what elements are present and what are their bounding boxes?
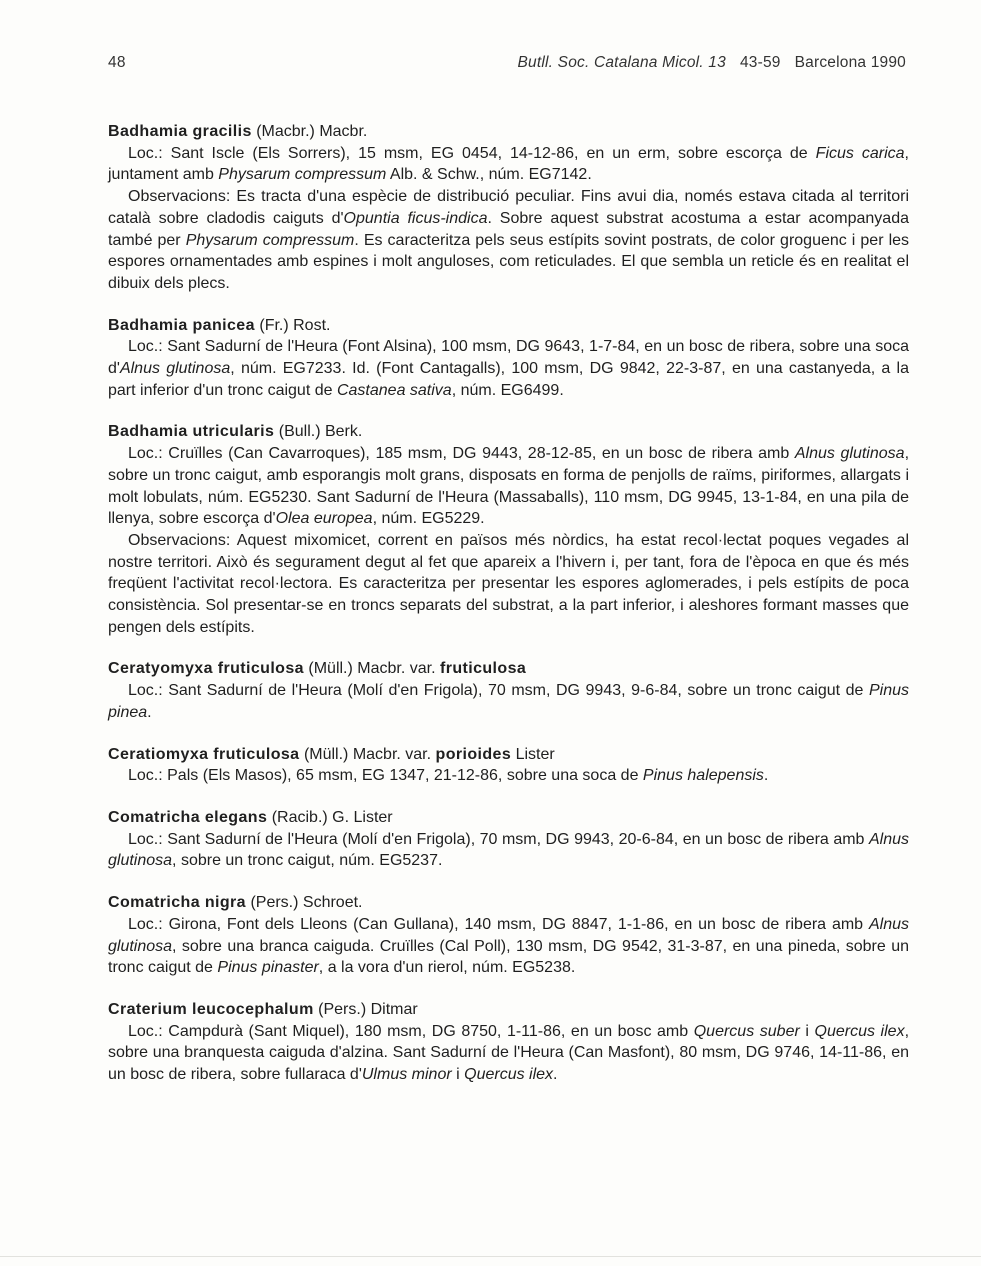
- taxon-heading: [108, 744, 909, 766]
- text-run: Observacions: Aquest mixomicet, corrent en països més nòrdics, ha estat recol·lectat poques vegades al nostre territori. Això és segurament degut al fet que apareix a l'hivern i, per tant, fora de l'època en que és més freqüent l'activitat recol·lectora. Es caracteritza per presentar les espores aglomerades, i pels estípits de poca consistència. Sol presentar-se en troncs separats del substrat, a la part inferior, i aleshores formant masses que pengen dels estípits.: [108, 531, 909, 636]
- species-name-italic: Pinus pinea: [108, 682, 909, 721]
- locality-paragraph: [108, 680, 909, 723]
- text-run: Loc.: Sant Sadurní de l'Heura (Molí d'en Frigola), 70 msm, DG 9943, 20-6-84, en un bosc de ribera amb: [128, 830, 869, 848]
- taxon-heading: [108, 315, 909, 337]
- variety-name: fruticulosa: [439, 660, 527, 678]
- species-name-italic: Ulmus minor: [361, 1066, 452, 1084]
- species-name-italic: Physarum compressum: [218, 166, 387, 184]
- taxon-authority: (Pers.) Ditmar: [318, 1000, 418, 1018]
- taxon-heading: [108, 658, 909, 680]
- running-header: [108, 54, 906, 72]
- taxon-heading: [108, 999, 909, 1021]
- taxon-name: Ceratyomyxa fruticulosa: [108, 660, 304, 678]
- species-name-italic: Alnus glutinosa: [119, 360, 231, 378]
- taxon-heading: [108, 421, 909, 443]
- species-entry: [108, 658, 909, 723]
- article-body: [108, 121, 909, 1086]
- text-run: Observacions: Es tracta d'una espècie de distribució peculiar. Fins avui dia, només estava citada al territori català sobre cladodis caiguts d': [108, 188, 909, 227]
- place-year: Barcelona 1990: [794, 54, 906, 71]
- text-run: , sobre una branca caiguda. Cruïlles (Cal Poll), 130 msm, DG 9542, 31-3-87, en una pineda, sobre un tronc caigut de: [108, 937, 909, 977]
- species-name-italic: Pinus halepensis: [642, 767, 764, 785]
- species-entry: [108, 807, 909, 872]
- text-run: Loc.: Cruïlles (Can Cavarroques), 185 msm, DG 9443, 28-12-85, en un bosc de ribera amb: [128, 445, 795, 463]
- text-run: Loc.: Sant Iscle (Els Sorrers), 15 msm, EG 0454, 14-12-86, en un erm, sobre escorça de: [128, 144, 816, 162]
- locality-paragraph: [108, 765, 909, 787]
- species-name-italic: Pinus pinaster: [217, 959, 319, 977]
- text-run: i: [451, 1066, 465, 1084]
- text-run: , sobre un tronc caigut, amb esporangis molt grans, disposats en forma de penjolls de raïms, piriformes, allargats i molt lobulats, núm. EG5230. Sant Sadurní de l'Heura (Massaballs), 110 msm, DG 9945, 13-1-84, en una pila de llenya, sobre escorça d': [108, 445, 910, 528]
- species-entry: [108, 999, 909, 1086]
- observations-paragraph: [108, 530, 909, 639]
- species-name-italic: Castanea sativa: [336, 381, 452, 399]
- text-run: .: [763, 767, 769, 785]
- text-run: , núm. EG7233. Id. (Font Cantagalls), 100 msm, DG 9842, 22-3-87, en una castanyeda, a la part inferior d'un tronc caigut de: [108, 360, 910, 399]
- page-bottom-edge: [0, 1256, 981, 1257]
- page-range: 43-59: [739, 54, 781, 71]
- text-run: Alb. & Schw., núm. EG7142.: [386, 166, 592, 184]
- species-name-italic: Alnus glutinosa: [794, 445, 905, 463]
- species-entry: [108, 892, 909, 979]
- species-name-italic: Alnus glutinosa: [108, 830, 909, 870]
- variety-authority: Lister: [515, 745, 555, 763]
- taxon-name: Comatricha nigra: [108, 894, 246, 912]
- species-entry: [108, 121, 909, 295]
- taxon-name: Badhamia gracilis: [108, 123, 252, 140]
- taxon-authority: (Fr.) Rost.: [259, 316, 331, 334]
- text-run: i: [799, 1022, 815, 1040]
- observations-paragraph: [108, 186, 909, 295]
- taxon-name: Ceratiomyxa fruticulosa: [108, 745, 300, 763]
- text-run: .: [553, 1066, 558, 1084]
- taxon-authority: (Racib.) G. Lister: [271, 808, 393, 826]
- journal-citation: [517, 54, 906, 72]
- species-entry: [108, 315, 909, 402]
- species-name-italic: Alnus glutinosa: [108, 915, 909, 955]
- locality-paragraph: [108, 443, 909, 530]
- text-run: .: [147, 703, 152, 721]
- page-number: 48: [108, 54, 126, 71]
- journal-name: Butll. Soc. Catalana Micol. 13: [517, 54, 726, 71]
- text-run: , juntament amb: [108, 144, 909, 184]
- locality-paragraph: [108, 336, 909, 401]
- species-name-italic: Ficus carica: [815, 144, 905, 162]
- taxon-authority: (Bull.) Berk.: [278, 423, 363, 441]
- taxon-name: Badhamia utricularis: [108, 423, 275, 441]
- taxon-name: Craterium leucocephalum: [108, 1000, 314, 1018]
- text-run: Loc.: Campdurà (Sant Miquel), 180 msm, DG 8750, 1-11-86, en un bosc amb: [128, 1022, 694, 1040]
- species-name-italic: Quercus suber: [693, 1022, 800, 1040]
- taxon-heading: [108, 892, 909, 914]
- text-run: . Es caracteritza pels seus estípits sovint postrats, de color groguenc i per les espores ornamentades amb espines i molt anguloses, com reticulades. El que sembla un reticle és en realitat el dibuix dels plecs.: [108, 231, 910, 292]
- taxon-name: Comatricha elegans: [108, 808, 268, 826]
- species-name-italic: Physarum compressum: [185, 231, 355, 249]
- text-run: Loc.: Sant Sadurní de l'Heura (Molí d'en Frigola), 70 msm, DG 9943, 9-6-84, sobre un tronc caigut de: [128, 682, 869, 700]
- locality-paragraph: [108, 829, 909, 872]
- text-run: Loc.: Pals (Els Masos), 65 msm, EG 1347, 21-12-86, sobre una soca de: [128, 767, 643, 785]
- taxon-authority: (Müll.) Macbr. var.: [308, 660, 436, 678]
- text-run: Loc.: Girona, Font dels Lleons (Can Gullana), 140 msm, DG 8847, 1-1-86, en un bosc de ribera amb: [128, 915, 869, 933]
- text-run: , núm. EG6499.: [451, 381, 564, 399]
- locality-paragraph: [108, 1021, 909, 1086]
- taxon-authority: (Pers.) Schroet.: [250, 894, 363, 912]
- text-run: Loc.: Sant Sadurní de l'Heura (Font Alsina), 100 msm, DG 9643, 1-7-84, en un bosc de ribera, sobre una soca d': [108, 338, 909, 378]
- species-name-italic: Quercus ilex: [814, 1022, 905, 1040]
- taxon-heading: [108, 807, 909, 829]
- text-run: , a la vora d'un rierol, núm. EG5238.: [318, 959, 576, 977]
- text-run: , núm. EG5229.: [372, 510, 485, 528]
- locality-paragraph: [108, 914, 909, 979]
- species-entry: [108, 744, 909, 787]
- species-name-italic: Quercus ilex: [464, 1066, 554, 1084]
- variety-name: porioides: [435, 745, 512, 763]
- text-run: . Sobre aquest substrat acostuma a estar acompanyada també per: [108, 209, 909, 249]
- species-entry: [108, 421, 909, 638]
- taxon-authority: (Macbr.) Macbr.: [256, 123, 368, 140]
- taxon-name: Badhamia panicea: [108, 316, 255, 334]
- species-name-italic: Olea europea: [275, 510, 373, 528]
- text-run: , sobre una branquesta caiguda d'alzina. Sant Sadurní de l'Heura (Can Masfont), 80 msm, DG 9746, 14-11-86, en un bosc de ribera, sobre fullaraca d': [108, 1022, 910, 1084]
- text-run: , sobre un tronc caigut, núm. EG5237.: [172, 852, 443, 870]
- species-name-italic: Opuntia ficus-indica: [343, 209, 488, 227]
- taxon-heading: [108, 121, 909, 143]
- taxon-authority: (Müll.) Macbr. var.: [303, 745, 432, 763]
- locality-paragraph: [108, 143, 909, 186]
